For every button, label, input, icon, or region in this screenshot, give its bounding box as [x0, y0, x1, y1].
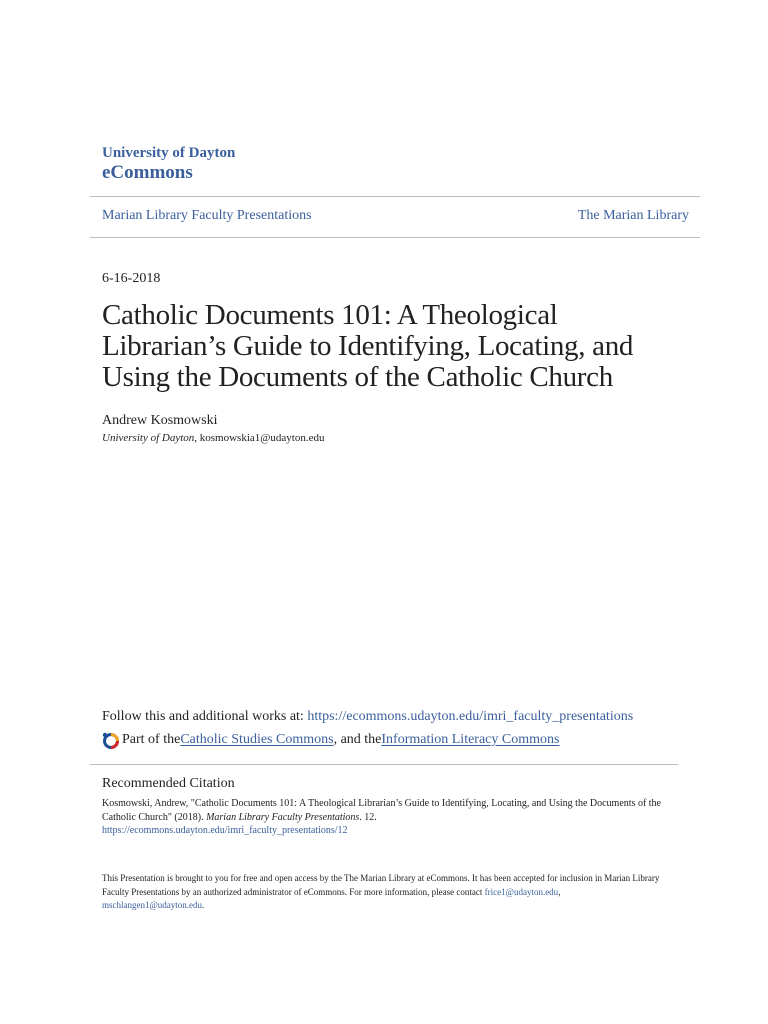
- follow-prefix: Follow this and additional works at:: [102, 709, 308, 724]
- citation-number: . 12.: [359, 811, 377, 823]
- author-affiliation: [102, 431, 324, 445]
- contact-email-link[interactable]: frice1@udayton.edu: [484, 886, 559, 897]
- part-of-line: [102, 731, 559, 749]
- divider-citation: [90, 764, 678, 765]
- contact-email-link-2[interactable]: mschlangen1@udayton.edu: [102, 900, 203, 910]
- title-line: Catholic Documents 101: A Theological: [102, 299, 558, 331]
- document-title: [102, 300, 702, 393]
- author-email: kosmowskia1@udayton.edu: [199, 432, 325, 444]
- institution-name: University of Dayton: [102, 145, 236, 161]
- follow-line: [102, 708, 633, 726]
- affiliation-separator: ,: [194, 432, 200, 444]
- divider-bottom: [90, 237, 700, 238]
- affiliation-name: University of Dayton: [102, 432, 195, 444]
- citation-series: Marian Library Faculty Presentations: [206, 811, 360, 823]
- part-of-prefix: Part of the: [122, 732, 181, 747]
- citation-text: [102, 797, 682, 838]
- citation-main: Kosmowski, Andrew, "Catholic Documents 101: A Theological Librarian’s Guide to Identifying, Locating, and Using the Documents of the Catholic Church" (2018).: [102, 798, 661, 823]
- notice-text: This Presentation is brought to you for free and open access by the The Marian Library at eCommons. It has been accepted for inclusion in Marian Library Faculty Presentations by an authorized administrator of eCommons. For more information, please contact: [102, 873, 660, 897]
- title-line: Using the Documents of the Catholic Church: [102, 361, 613, 393]
- title-line: Librarian’s Guide to Identifying, Locating, and: [102, 330, 634, 362]
- notice-end: .: [202, 900, 205, 910]
- divider-top: [90, 196, 700, 197]
- citation-url-link[interactable]: https://ecommons.udayton.edu/imri_faculty_presentations/12: [102, 825, 348, 836]
- part-of-middle: , and the: [333, 732, 382, 747]
- collection-url-link[interactable]: https://ecommons.udayton.edu/imri_faculty_presentations: [307, 709, 634, 724]
- author-name: Andrew Kosmowski: [102, 413, 218, 428]
- citation-heading: Recommended Citation: [102, 776, 235, 791]
- department-link[interactable]: The Marian Library: [577, 208, 689, 223]
- notice-separator: ,: [558, 886, 561, 897]
- publication-date: 6-16-2018: [102, 271, 161, 286]
- network-commons-icon: [102, 731, 120, 749]
- information-literacy-commons-link[interactable]: Information Literacy Commons: [381, 732, 560, 747]
- access-notice: [102, 872, 682, 913]
- repository-name[interactable]: eCommons: [102, 162, 193, 183]
- catholic-studies-commons-link[interactable]: Catholic Studies Commons: [180, 732, 334, 747]
- series-link[interactable]: Marian Library Faculty Presentations: [102, 208, 312, 223]
